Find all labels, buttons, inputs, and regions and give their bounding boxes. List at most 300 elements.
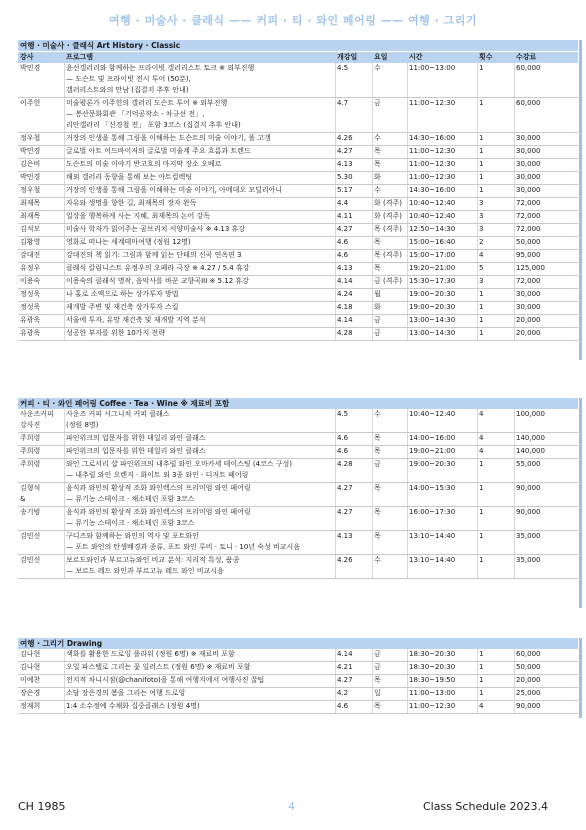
column-divider	[407, 159, 408, 171]
column-divider	[372, 198, 373, 210]
cell-count: 1	[479, 676, 484, 684]
cell-teacher: 유정우	[20, 264, 41, 272]
column-divider	[64, 198, 65, 210]
cell-day: 목	[374, 676, 381, 684]
column-divider	[335, 302, 336, 314]
table-row	[18, 315, 578, 328]
column-divider	[64, 649, 65, 661]
column-divider	[407, 185, 408, 197]
cell-time: 19:00~20:30	[409, 460, 456, 468]
column-divider	[477, 459, 478, 482]
column-divider	[514, 555, 515, 578]
cell-teacher: 장은경	[20, 689, 41, 697]
column-divider	[64, 263, 65, 275]
column-divider	[477, 433, 478, 445]
cell-program: 나 홀로 소액으로 하는 상가투자 방법	[66, 290, 179, 298]
cell-count: 4	[479, 447, 484, 455]
cell-date: 4.13	[337, 532, 353, 540]
column-divider	[372, 315, 373, 327]
cell-count: 1	[479, 329, 484, 337]
column-header-count: 횟수	[479, 53, 493, 61]
column-divider	[335, 276, 336, 288]
table-row	[18, 224, 578, 237]
cell-time: 13:10~14:40	[409, 532, 456, 540]
cell-date: 4.11	[337, 212, 353, 220]
cell-time: 19:00~21:00	[409, 447, 456, 455]
column-divider	[335, 159, 336, 171]
cell-teacher: 박민경	[20, 173, 41, 181]
cell-date: 4.13	[337, 160, 353, 168]
cell-teacher: 김나현	[20, 650, 41, 658]
section-heading: 여행 · 그리기 Drawing	[18, 638, 578, 649]
column-divider	[64, 409, 65, 432]
cell-teacher: 주희령	[20, 434, 41, 442]
column-divider	[477, 483, 478, 506]
column-divider	[335, 555, 336, 578]
cell-program: 자유와 생명을 향한 길, 최재목의 장자 완독	[66, 199, 197, 207]
cell-time: 15:30~17:30	[409, 277, 456, 285]
cell-date: 4.27	[337, 676, 353, 684]
cell-teacher: 사운즈커피 강사진	[20, 410, 54, 429]
cell-count: 1	[479, 173, 484, 181]
cell-teacher: 유광욱	[20, 316, 41, 324]
column-divider	[372, 675, 373, 687]
column-divider	[477, 159, 478, 171]
column-divider	[372, 459, 373, 482]
cell-date: 4.13	[337, 264, 353, 272]
section-coffee-tea-wine	[18, 398, 578, 579]
column-header-time: 시간	[409, 53, 423, 61]
cell-program: 윤선갤러리와 함께하는 프라이빗 갤러리스트 토크 ※ 외부진행 — 도슨트 및 프라이빗 전시 투어 (50분), 갤러리스트와의 만남 (집결지 추후 안내)	[66, 64, 255, 94]
cell-count: 1	[479, 64, 484, 72]
column-divider	[64, 675, 65, 687]
column-divider	[372, 701, 373, 713]
column-divider	[64, 302, 65, 314]
cell-day: 수	[374, 64, 381, 72]
cell-program: 일상을 행복하게 사는 지혜, 최재목의 논어 강독	[66, 212, 211, 220]
column-divider	[64, 224, 65, 236]
cell-time: 13:00~14:30	[409, 329, 456, 337]
column-divider	[407, 446, 408, 458]
cell-program: 미술사 학자가 읽어주는 곰브리치 서양미술사 ※ 4.13 휴강	[66, 225, 246, 233]
cell-program: 거장의 인생을 통해 그림을 이해하는 도슨트의 미술 이야기, 폴 고갱	[66, 134, 271, 142]
column-divider	[64, 315, 65, 327]
column-divider	[64, 433, 65, 445]
footer-schedule: Class Schedule 2023.4	[423, 800, 548, 813]
column-divider	[64, 507, 65, 530]
cell-program: 서울에 투자, 유망 재건축 및 재개발 지역 분석	[66, 316, 206, 324]
cell-program: 영화로 떠나는 세계테마여행 (정원 12명)	[66, 238, 191, 246]
cell-program: 오일 파스텔로 그리는 꽃 일러스트 (정원 6명) ※ 재료비 포함	[66, 663, 251, 671]
cell-date: 4.14	[337, 650, 353, 658]
cell-program: 소담 장은경의 봄을 그리는 여행 드로잉	[66, 689, 186, 697]
column-divider	[407, 198, 408, 210]
column-divider	[335, 675, 336, 687]
column-divider	[477, 289, 478, 301]
cell-date: 4.6	[337, 702, 349, 710]
column-divider	[64, 133, 65, 145]
cell-program: 강대진의 책 읽기: 그림과 함께 읽는 단테의 신곡 연옥편 3	[66, 251, 242, 259]
cell-fee: 72,000	[516, 277, 541, 285]
column-divider	[372, 555, 373, 578]
column-divider	[335, 237, 336, 249]
cell-fee: 60,000	[516, 99, 541, 107]
table-row	[18, 133, 578, 146]
cell-time: 14:00~16:00	[409, 434, 456, 442]
table-row	[18, 289, 578, 302]
section-drawing	[18, 638, 578, 714]
cell-program: 음식과 와인의 환상적 조화 와인렉스의 프리미엄 와인 페어링 — 뮤기농 스테이크 · 채소테린 포함 3코스	[66, 484, 251, 503]
cell-teacher: 박민경	[20, 64, 41, 72]
cell-count: 1	[479, 508, 484, 516]
cell-time: 19:00~20:30	[409, 303, 456, 311]
column-divider	[477, 675, 478, 687]
cell-program: 클래식 칼럼니스트 유정우의 오페라 극장 ※ 4.27 / 5.4 휴강	[66, 264, 250, 272]
column-divider	[407, 133, 408, 145]
column-divider	[335, 133, 336, 145]
cell-day: 목	[374, 238, 381, 246]
column-divider	[477, 688, 478, 700]
cell-time: 11:00~12:30	[409, 160, 456, 168]
column-divider	[64, 98, 65, 132]
cell-program: 음식과 와인의 환상적 조화 와인렉스의 프리미엄 와인 페어링 — 뮤기농 스테이크 · 채소테린 포함 3코스	[66, 508, 251, 527]
cell-day: 화	[374, 173, 381, 181]
column-divider	[407, 224, 408, 236]
cell-fee: 72,000	[516, 199, 541, 207]
column-divider	[64, 250, 65, 262]
column-divider	[514, 662, 515, 674]
column-divider	[335, 507, 336, 530]
cell-fee: 30,000	[516, 173, 541, 181]
column-divider	[64, 662, 65, 674]
cell-fee: 30,000	[516, 134, 541, 142]
column-divider	[514, 507, 515, 530]
column-divider	[372, 289, 373, 301]
column-divider	[335, 289, 336, 301]
cell-date: 4.14	[337, 316, 353, 324]
column-divider	[335, 459, 336, 482]
column-divider	[372, 446, 373, 458]
cell-time: 19:00~20:30	[409, 290, 456, 298]
cell-time: 14:30~16:00	[409, 134, 456, 142]
cell-fee: 50,000	[516, 238, 541, 246]
cell-time: 15:00~16:40	[409, 238, 456, 246]
cell-teacher: 김민선	[20, 532, 41, 540]
column-divider	[372, 237, 373, 249]
cell-date: 4.27	[337, 484, 353, 492]
cell-teacher: 강대진	[20, 251, 41, 259]
cell-time: 18:30~20:30	[409, 663, 456, 671]
column-divider	[335, 146, 336, 158]
column-divider	[64, 446, 65, 458]
column-divider	[477, 224, 478, 236]
page-title: 여행 · 미술사 · 클래식 —— 커피 · 티 · 와인 페어링 —— 여행 · 그리기	[109, 14, 477, 27]
cell-teacher: 주희령	[20, 447, 41, 455]
column-divider	[372, 531, 373, 554]
column-header-day: 요일	[374, 53, 388, 61]
cell-day: 금	[374, 663, 381, 671]
cell-time: 14:00~15:30	[409, 484, 456, 492]
cell-program: 파인위크의 입문자를 위한 데일리 와인 클래스	[66, 447, 206, 455]
table-row	[18, 555, 578, 579]
column-divider	[514, 276, 515, 288]
column-divider	[407, 507, 408, 530]
cell-fee: 90,000	[516, 508, 541, 516]
column-divider	[407, 688, 408, 700]
section-art-history	[18, 40, 578, 341]
cell-teacher: 정우철	[20, 186, 41, 194]
column-divider	[64, 688, 65, 700]
column-divider	[407, 98, 408, 132]
cell-date: 4.26	[337, 134, 353, 142]
column-divider	[335, 211, 336, 223]
table-row	[18, 211, 578, 224]
cell-program: 재개발 주변 및 재건축 상가투자 스킬	[66, 303, 179, 311]
cell-day: 수	[374, 134, 381, 142]
column-divider	[407, 250, 408, 262]
column-divider	[335, 433, 336, 445]
column-divider	[64, 146, 65, 158]
column-divider	[514, 289, 515, 301]
cell-day: 금	[374, 316, 381, 324]
cell-day: 수	[374, 186, 381, 194]
column-divider	[514, 146, 515, 158]
column-divider	[64, 276, 65, 288]
cell-day: 목 (격주)	[374, 225, 402, 233]
column-divider	[372, 185, 373, 197]
column-divider	[514, 483, 515, 506]
column-divider	[407, 459, 408, 482]
cell-teacher: 최재목	[20, 212, 41, 220]
cell-day: 목	[374, 147, 381, 155]
column-divider	[407, 531, 408, 554]
column-divider	[372, 224, 373, 236]
column-divider	[335, 185, 336, 197]
column-header-row	[18, 51, 578, 63]
cell-time: 10:40~12:40	[409, 199, 456, 207]
column-divider	[477, 531, 478, 554]
column-divider	[477, 98, 478, 132]
cell-teacher: 정성욱	[20, 290, 41, 298]
cell-date: 4.28	[337, 329, 353, 337]
cell-time: 10:40~12:40	[409, 212, 456, 220]
cell-time: 11:00~12:30	[409, 173, 456, 181]
column-divider	[514, 250, 515, 262]
frame-right-bar	[579, 638, 582, 718]
cell-count: 1	[479, 532, 484, 540]
table-row	[18, 198, 578, 211]
cell-count: 4	[479, 410, 484, 418]
cell-fee: 60,000	[516, 650, 541, 658]
table-row	[18, 276, 578, 289]
table-row	[18, 531, 578, 555]
cell-fee: 140,000	[516, 447, 545, 455]
cell-fee: 90,000	[516, 484, 541, 492]
cell-count: 1	[479, 99, 484, 107]
table-row	[18, 159, 578, 172]
column-divider	[514, 315, 515, 327]
footer-page-number: 4	[288, 800, 295, 813]
column-divider	[407, 146, 408, 158]
cell-date: 4.5	[337, 410, 349, 418]
column-divider	[514, 224, 515, 236]
cell-count: 4	[479, 702, 484, 710]
cell-count: 3	[479, 212, 484, 220]
column-divider	[407, 649, 408, 661]
cell-teacher: 정재희	[20, 702, 41, 710]
table-row	[18, 237, 578, 250]
cell-program: 도슨트의 미술 이야기 반고흐의 마지막 장소 오베르	[66, 160, 222, 168]
column-divider	[64, 555, 65, 578]
column-divider	[372, 649, 373, 661]
column-divider	[372, 172, 373, 184]
column-divider	[335, 662, 336, 674]
cell-count: 4	[479, 434, 484, 442]
cell-fee: 125,000	[516, 264, 545, 272]
column-divider	[477, 263, 478, 275]
cell-fee: 140,000	[516, 434, 545, 442]
column-divider	[477, 63, 478, 97]
cell-teacher: 유광욱	[20, 329, 41, 337]
column-divider	[407, 555, 408, 578]
cell-day: 금	[374, 460, 381, 468]
table-row	[18, 483, 578, 507]
cell-teacher: 김석모	[20, 225, 41, 233]
footer-brand: CH 1985	[18, 800, 66, 813]
column-divider	[335, 409, 336, 432]
cell-count: 1	[479, 556, 484, 564]
column-divider	[477, 701, 478, 713]
column-divider	[514, 211, 515, 223]
cell-fee: 55,000	[516, 460, 541, 468]
column-divider	[64, 328, 65, 340]
cell-program: 성공한 부자를 위한 10가지 전략	[66, 329, 165, 337]
frame-right-bar	[579, 398, 582, 608]
table-row	[18, 328, 578, 341]
cell-date: 4.28	[337, 460, 353, 468]
column-divider	[514, 98, 515, 132]
table-row	[18, 63, 578, 98]
column-divider	[372, 302, 373, 314]
column-divider	[514, 649, 515, 661]
column-divider	[477, 211, 478, 223]
cell-program: 거장의 인생을 통해 그림을 이해하는 미술 이야기, 아메데오 모딜리아니	[66, 186, 283, 194]
column-divider	[372, 328, 373, 340]
cell-time: 13:10~14:40	[409, 556, 456, 564]
cell-teacher: 최재목	[20, 199, 41, 207]
column-divider	[407, 276, 408, 288]
column-divider	[335, 250, 336, 262]
cell-date: 4.6	[337, 434, 349, 442]
cell-fee: 95,000	[516, 251, 541, 259]
column-divider	[407, 315, 408, 327]
column-header-fee: 수강료	[516, 53, 537, 61]
cell-count: 1	[479, 460, 484, 468]
table-row	[18, 662, 578, 675]
table-row	[18, 185, 578, 198]
column-divider	[514, 328, 515, 340]
column-divider	[64, 159, 65, 171]
column-divider	[335, 63, 336, 97]
cell-count: 1	[479, 134, 484, 142]
table-row	[18, 172, 578, 185]
cell-day: 목 (격주)	[374, 251, 402, 259]
column-divider	[64, 483, 65, 506]
column-divider	[372, 159, 373, 171]
cell-count: 1	[479, 160, 484, 168]
cell-day: 화	[374, 303, 381, 311]
cell-fee: 100,000	[516, 410, 545, 418]
column-divider	[407, 483, 408, 506]
column-divider	[514, 185, 515, 197]
cell-day: 금	[374, 650, 381, 658]
cell-fee: 20,000	[516, 316, 541, 324]
column-divider	[407, 433, 408, 445]
column-divider	[477, 198, 478, 210]
cell-teacher: 김나현	[20, 663, 41, 671]
column-divider	[407, 211, 408, 223]
cell-count: 3	[479, 225, 484, 233]
cell-time: 16:00~17:30	[409, 508, 456, 516]
column-divider	[407, 409, 408, 432]
cell-day: 월	[374, 290, 381, 298]
column-divider	[335, 328, 336, 340]
cell-time: 14:30~16:00	[409, 186, 456, 194]
column-divider	[372, 507, 373, 530]
cell-count: 1	[479, 316, 484, 324]
column-divider	[477, 146, 478, 158]
table-row	[18, 302, 578, 315]
column-divider	[477, 662, 478, 674]
column-divider	[477, 328, 478, 340]
column-divider	[372, 433, 373, 445]
column-divider	[64, 289, 65, 301]
column-divider	[477, 237, 478, 249]
column-divider	[64, 185, 65, 197]
cell-date: 4.27	[337, 225, 353, 233]
cell-fee: 25,000	[516, 689, 541, 697]
column-divider	[64, 211, 65, 223]
cell-count: 4	[479, 251, 484, 259]
cell-program: 미술평론가 이주헌의 갤러리 도슨트 투어 ※ 외부진행 — 봉산문화회관 「기억공작소 - 차규선 전」, 리안갤러리 「신경철 전」 포함 3코스 (집결지 추후 안내)	[66, 99, 241, 129]
column-divider	[477, 250, 478, 262]
cell-count: 3	[479, 199, 484, 207]
cell-teacher: 정우철	[20, 134, 41, 142]
column-divider	[335, 483, 336, 506]
column-divider	[372, 250, 373, 262]
column-divider	[514, 446, 515, 458]
column-divider	[64, 531, 65, 554]
cell-date: 4.5	[337, 64, 349, 72]
cell-count: 1	[479, 186, 484, 194]
column-divider	[477, 302, 478, 314]
column-divider	[514, 302, 515, 314]
cell-day: 금	[374, 329, 381, 337]
column-divider	[335, 649, 336, 661]
column-divider	[514, 701, 515, 713]
cell-fee: 72,000	[516, 212, 541, 220]
cell-count: 1	[479, 650, 484, 658]
table-row	[18, 146, 578, 159]
column-divider	[477, 409, 478, 432]
cell-day: 목	[374, 160, 381, 168]
cell-program: 구디즈와 함께하는 와인의 역사 및 포트와인 — 포트 와인의 탄생배경과 종류, 포트 와인 루비 · 토니 · 10년 숙성 비교시음	[66, 532, 301, 551]
column-divider	[514, 688, 515, 700]
cell-fee: 20,000	[516, 329, 541, 337]
column-divider	[514, 198, 515, 210]
cell-date: 4.6	[337, 238, 349, 246]
cell-time: 15:00~17:00	[409, 251, 456, 259]
